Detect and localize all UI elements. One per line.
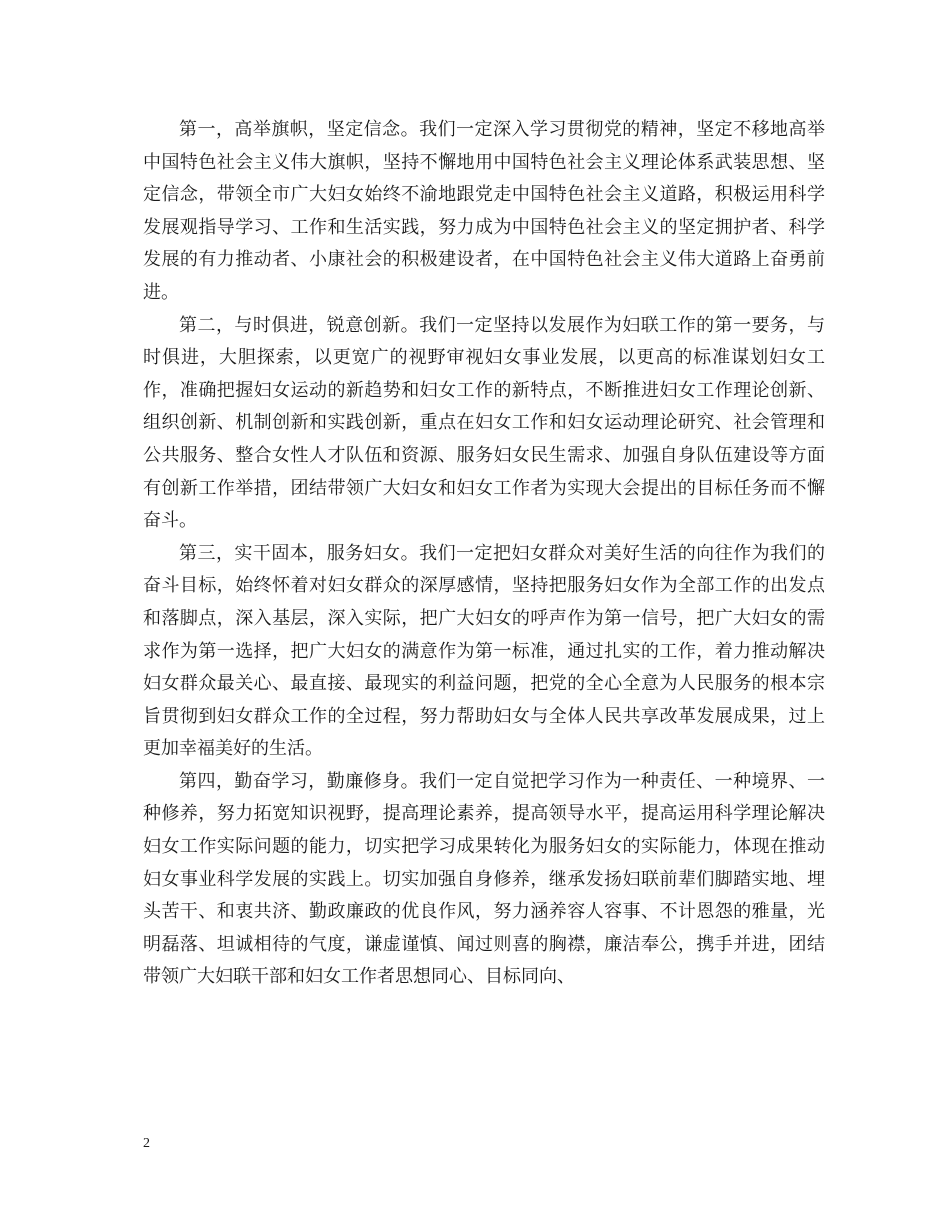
paragraph-4: 第四，勤奋学习，勤廉修身。我们一定自觉把学习作为一种责任、一种境界、一种修养，努力拓宽知识视野，提高理论素养，提高领导水平，提高运用科学理论解决妇女工作实际问题的能力，切实把学习成果转化为服务妇女的实际能力，体现在推动妇女事业科学发展的实践上。切实加强自身修养，继承发扬妇联前辈们脚踏实地、埋头苦干、和衷共济、勤政廉政的优良作风，努力涵养容人容事、不计恩怨的雅量，光明磊落、坦诚相待的气度，谦虚谨慎、闻过则喜的胸襟，廉洁奉公，携手并进，团结带领广大妇联干部和妇女工作者思想同心、目标同向、: [143, 770, 825, 988]
document-body: [143, 114, 825, 994]
paragraph-2: 第二，与时俱进，锐意创新。我们一定坚持以发展作为妇联工作的第一要务，与时俱进，大胆探索，以更宽广的视野审视妇女事业发展，以更高的标准谋划妇女工作，准确把握妇女运动的新趋势和妇女工作的新特点，不断推进妇女工作理论创新、组织创新、机制创新和实践创新，重点在妇女工作和妇女运动理论研究、社会管理和公共服务、整合女性人才队伍和资源、服务妇女民生需求、加强自身队伍建设等方面有创新工作举措，团结带领广大妇女和妇女工作者为实现大会提出的目标任务而不懈奋斗。: [143, 314, 825, 532]
paragraph-1: 第一，高举旗帜，坚定信念。我们一定深入学习贯彻党的精神，坚定不移地高举中国特色社会主义伟大旗帜，坚持不懈地用中国特色社会主义理论体系武装思想、坚定信念，带领全市广大妇女始终不渝地跟党走中国特色社会主义道路，积极运用科学发展观指导学习、工作和生活实践，努力成为中国特色社会主义的坚定拥护者、科学发展的有力推动者、小康社会的积极建设者，在中国特色社会主义伟大道路上奋勇前进。: [143, 119, 825, 303]
page-number: 2: [143, 1136, 150, 1151]
paragraph-3: 第三，实干固本，服务妇女。我们一定把妇女群众对美好生活的向往作为我们的奋斗目标，始终怀着对妇女群众的深厚感情，坚持把服务妇女作为全部工作的出发点和落脚点，深入基层，深入实际，把广大妇女的呼声作为第一信号，把广大妇女的需求作为第一选择，把广大妇女的满意作为第一标准，通过扎实的工作，着力推动解决妇女群众最关心、最直接、最现实的利益问题，把党的全心全意为人民服务的根本宗旨贯彻到妇女群众工作的全过程，努力帮助妇女与全体人民共享改革发展成果，过上更加幸福美好的生活。: [143, 542, 825, 760]
